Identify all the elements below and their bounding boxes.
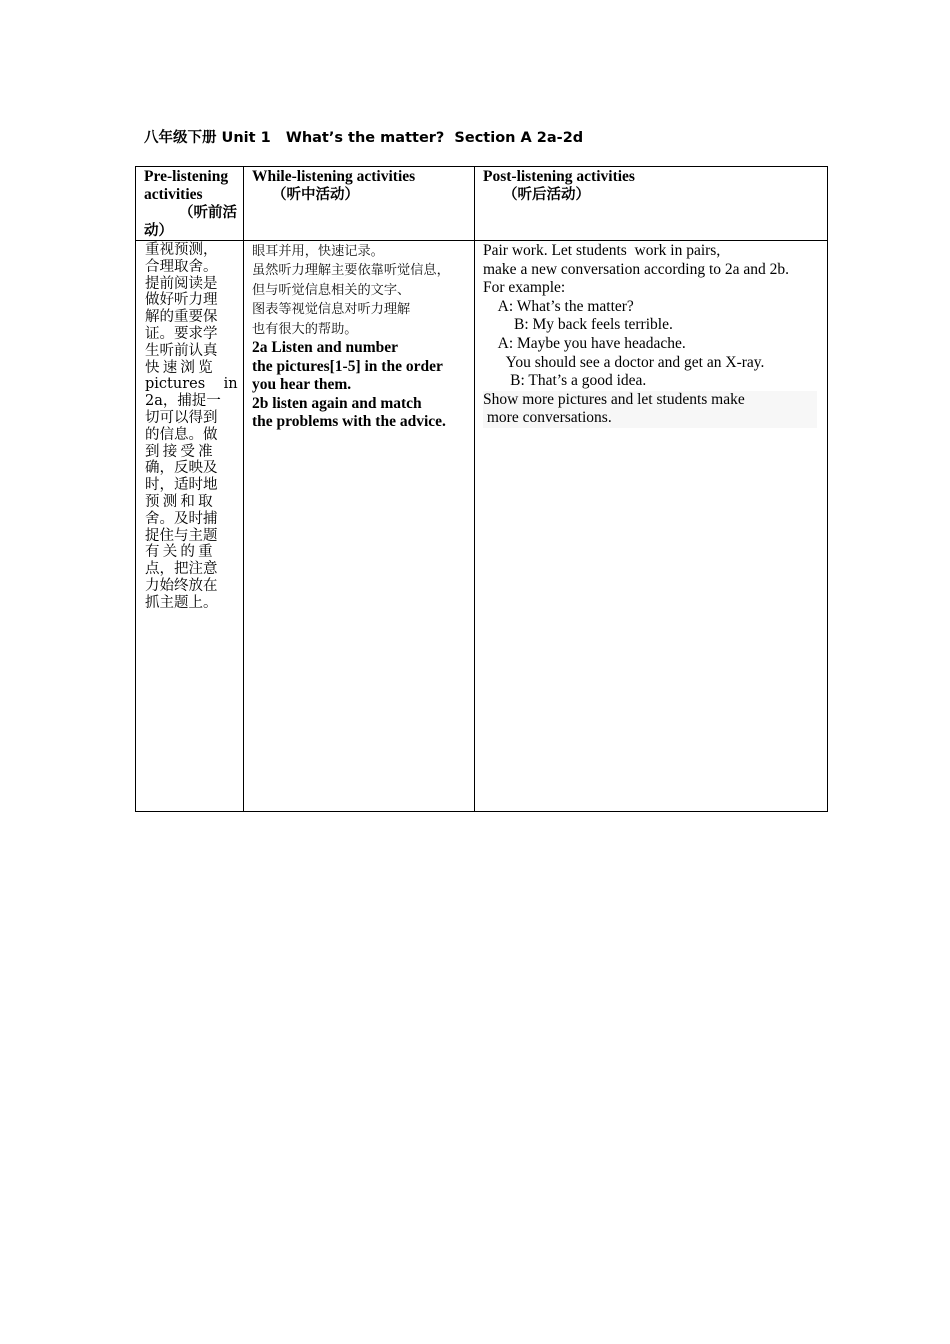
post-listening-header-en: Post-listening activities bbox=[483, 168, 635, 185]
while-listening-tip-line: 但与听觉信息相关的文字、 bbox=[252, 282, 411, 298]
pre-listening-line: 提前阅读是 bbox=[145, 275, 218, 292]
task-2b-line-1: 2b listen again and match bbox=[252, 394, 422, 412]
header-row bbox=[136, 167, 828, 241]
post-listening-line: For example: bbox=[483, 279, 566, 297]
pre-listening-line: 合理取舍。 bbox=[145, 258, 218, 275]
pre-listening-content-cell bbox=[136, 241, 244, 812]
post-listening-line: Pair work. Let students work in pairs, bbox=[483, 242, 721, 259]
lesson-plan-table bbox=[135, 166, 828, 812]
document-title: 八年级下册 Unit 1 What’s the matter? Section A 2a-2d bbox=[144, 130, 584, 146]
while-listening-tip-line: 虽然听力理解主要依靠听觉信息， bbox=[252, 263, 450, 279]
post-listening-extension bbox=[483, 391, 817, 428]
pre-listening-line: 时，适时地 bbox=[145, 477, 218, 494]
pre-listening-text bbox=[136, 241, 243, 612]
while-listening-tip-line: 也有很大的帮助。 bbox=[252, 321, 358, 337]
pre-listening-line: 预测和取 bbox=[145, 493, 216, 510]
pre-listening-header-en-2: activities bbox=[144, 186, 203, 203]
pre-listening-line: 舍。及时捕 bbox=[145, 510, 218, 527]
pre-listening-line: 点，把注意 bbox=[145, 561, 218, 578]
while-listening-tips bbox=[244, 241, 474, 339]
pre-listening-line: 2a，捕捉一 bbox=[145, 393, 221, 410]
while-listening-header-cell bbox=[244, 167, 475, 241]
task-2a-line-1: 2a Listen and number bbox=[252, 339, 398, 357]
pre-listening-line: 证。要求学 bbox=[145, 325, 218, 342]
post-listening-line: A: What’s the matter? bbox=[483, 297, 634, 315]
pre-listening-line: 做好听力理 bbox=[145, 292, 218, 309]
while-listening-tip-line: 图表等视觉信息对听力理解 bbox=[252, 302, 411, 318]
content-row bbox=[136, 241, 828, 812]
pre-listening-line: 确，反映及 bbox=[145, 460, 218, 477]
extension-line-2: more conversations. bbox=[483, 409, 612, 427]
pre-listening-header-cell bbox=[136, 167, 244, 241]
pre-listening-line: 重视预测， bbox=[145, 242, 218, 258]
post-listening-header-cell bbox=[475, 167, 828, 241]
while-listening-tip-line: 眼耳并用，快速记录。 bbox=[252, 244, 384, 259]
post-listening-line: A: Maybe you have headache. bbox=[483, 334, 686, 352]
pre-listening-line: 生听前认真 bbox=[145, 342, 218, 359]
pre-listening-line: pictures in bbox=[145, 376, 238, 393]
post-listening-content-cell bbox=[475, 241, 828, 812]
pre-listening-line: 力始终放在 bbox=[145, 577, 218, 594]
pre-listening-line: 到接受准 bbox=[145, 443, 216, 460]
pre-listening-line: 捉住与主题 bbox=[145, 527, 218, 544]
while-listening-header-cn: （听中活动） bbox=[272, 187, 359, 203]
pre-listening-line: 快速浏览 bbox=[145, 359, 216, 376]
pre-listening-line: 切可以得到 bbox=[145, 409, 218, 426]
pre-listening-header-cn-1: （听前活 bbox=[179, 205, 237, 221]
post-listening-line: B: My back feels terrible. bbox=[483, 316, 673, 334]
post-listening-line: B: That’s a good idea. bbox=[483, 372, 647, 390]
post-listening-text bbox=[483, 242, 821, 391]
post-listening-line: make a new conversation according to 2a and 2b. bbox=[483, 260, 790, 278]
task-2b-line-2: the problems with the advice. bbox=[252, 413, 446, 431]
while-listening-content-cell bbox=[244, 241, 475, 812]
while-listening-header-en: While-listening activities bbox=[252, 168, 416, 185]
pre-listening-line: 的信息。做 bbox=[145, 426, 218, 443]
pre-listening-header-cn-2: 动） bbox=[144, 223, 173, 239]
task-2a-line-2: the pictures[1-5] in the order bbox=[252, 357, 443, 375]
extension-line-1: Show more pictures and let students make bbox=[483, 390, 745, 408]
post-listening-header-cn: （听后活动） bbox=[503, 187, 590, 203]
task-2a-line-3: you hear them. bbox=[252, 376, 352, 394]
pre-listening-header-en-1: Pre-listening bbox=[144, 168, 229, 185]
pre-listening-line: 解的重要保 bbox=[145, 309, 218, 326]
post-listening-line: You should see a doctor and get an X-ray. bbox=[483, 353, 765, 371]
pre-listening-line: 有关的重 bbox=[145, 544, 216, 561]
pre-listening-line: 抓主题上。 bbox=[145, 594, 218, 611]
